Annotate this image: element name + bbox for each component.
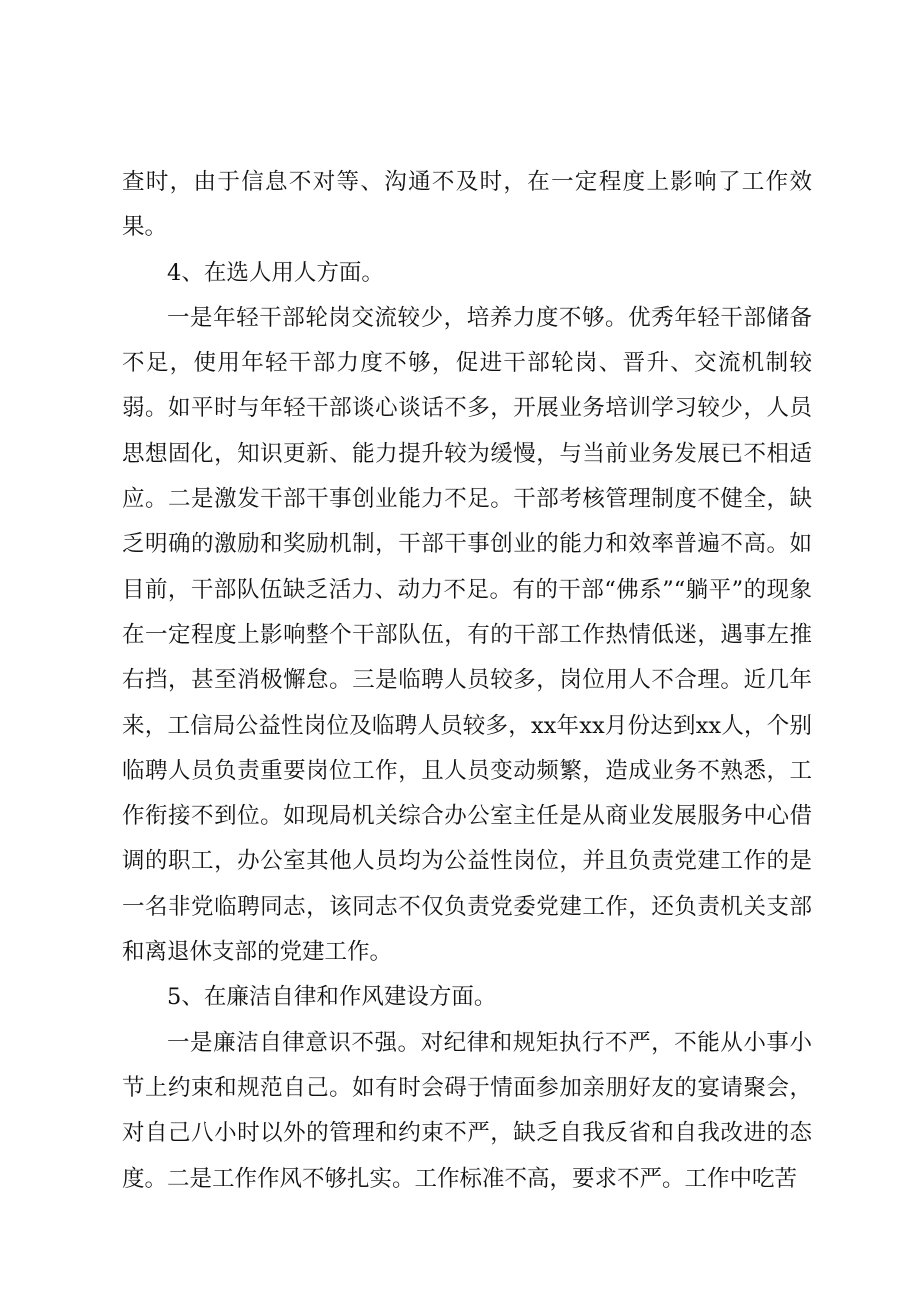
section-heading-4: 4、在选人用人方面。 <box>167 259 384 286</box>
paragraph-body-section-4: 一是年轻干部轮岗交流较少，培养力度不够。优秀年轻干部储备不足，使用年轻干部力度不够，促进干部轮岗、晋升、交流机制较弱。如平时与年轻干部谈心谈话不多，开展业务培训学习较少，人员思想固化，知识更新、能力提升较为缓慢，与当前业务发展已不相适应。二是激发干部干事创业能力不足。干部考核管理制度不健全，缺乏明确的激励和奖励机制，干部干事创业的能力和效率普遍不高。如目前，干部队伍缺乏活力、动力不足。有的干部“佛系”“躺平”的现象在一定程度上影响整个干部队伍，有的干部工作热情低迷，遇事左推右挡，甚至消极懈怠。三是临聘人员较多，岗位用人不合理。近几年来，工信局公益性岗位及临聘人员较多，xx年xx月份达到xx人，个别临聘人员负责重要岗位工作，且人员变动频繁，造成业务不熟悉，工作衔接不到位。如现局机关综合办公室主任是从商业发展服务中心借调的职工，办公室其他人员均为公益性岗位，并且负责党建工作的是一名非党临聘同志，该同志不仅负责党委党建工作，还负责机关支部和离退休支部的党建工作。 <box>122 304 812 966</box>
section-heading-5: 5、在廉洁自律和作风建设方面。 <box>167 984 497 1011</box>
document-page <box>122 160 812 1202</box>
paragraph-continuation: 查时，由于信息不对等、沟通不及时，在一定程度上影响了工作效果。 <box>122 169 812 241</box>
paragraph-body-section-5: 一是廉洁自律意识不强。对纪律和规矩执行不严，不能从小事小节上约束和规范自己。如有时会碍于情面参加亲朋好友的宴请聚会，对自己八小时以外的管理和约束不严，缺乏自我反省和自我改进的态度。二是工作作风不够扎实。工作标准不高，要求不严。工作中吃苦 <box>122 1029 812 1192</box>
